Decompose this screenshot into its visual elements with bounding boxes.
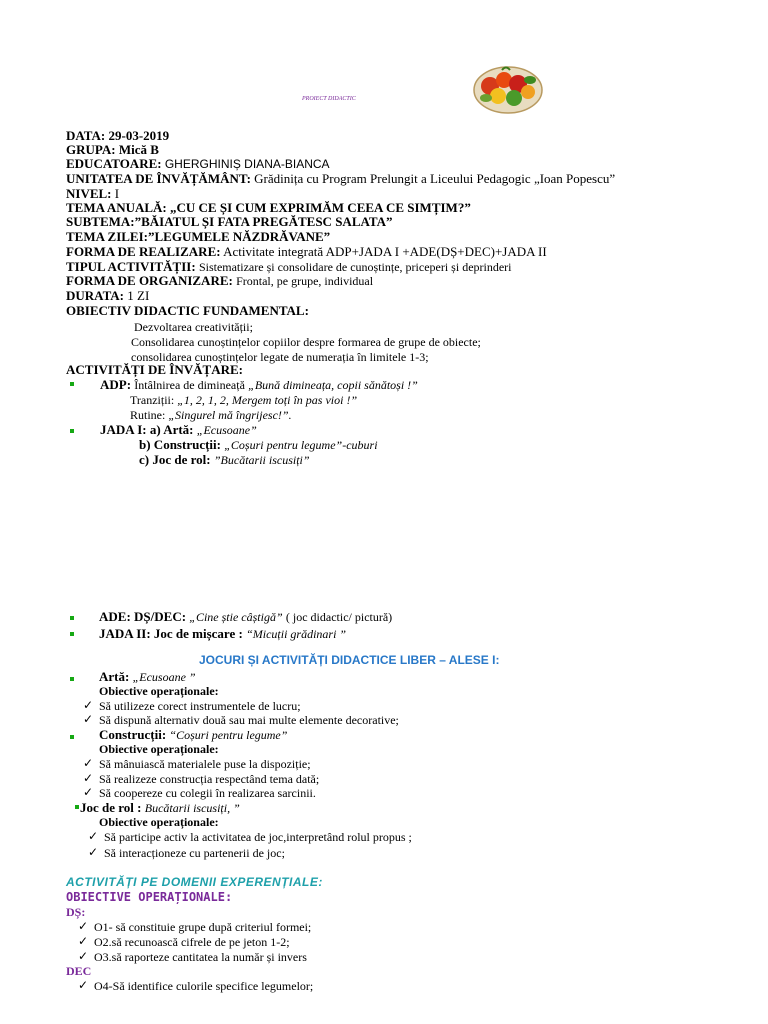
check-icon: ✓ (88, 845, 99, 859)
constructii-label: b) Construcții: (139, 437, 221, 452)
check-icon: ✓ (88, 829, 99, 843)
joc-value: Bucătarii iscusiți, ” (144, 801, 240, 815)
group-label: GRUPA: (66, 142, 116, 157)
joc-item-2: Să interacționeze cu partenerii de joc; (104, 846, 285, 860)
rutine-label: Rutine: (130, 408, 166, 422)
group-line (66, 142, 159, 157)
teacher-label: EDUCATOARE: (66, 156, 162, 171)
check-icon: ✓ (78, 934, 89, 948)
jada1-line (100, 422, 257, 437)
joc-label: Joc de rol : (80, 800, 142, 815)
duration-line (66, 288, 149, 303)
duration-label: DURATA: (66, 288, 125, 303)
check-icon: ✓ (83, 712, 94, 726)
joc-rol-line (139, 452, 310, 467)
objective-line-2: Consolidarea cunoștințelor copiilor despre formarea de grupe de obiecte; (131, 335, 481, 349)
constructii-item-1: Să mânuiască materialele puse la dispoziție; (99, 757, 311, 771)
ade-rest: ( joc didactic/ pictură) (285, 610, 393, 624)
check-icon: ✓ (83, 771, 94, 785)
constructii-item-2: Să realizeze construcția respectând tema dată; (99, 772, 320, 786)
type-value: Sistematizare și consolidare de cunoștințe, priceperi și deprinderi (198, 260, 512, 274)
annual-theme: TEMA ANUALĂ: „CU CE ȘI CUM EXPRIMĂM CEEA CE SIMȚIM?” (66, 200, 471, 215)
ds-item-3: O3.să raporteze cantitatea la număr și invers (94, 950, 307, 964)
arta-label: Artă: (99, 669, 130, 684)
arta-line (99, 669, 196, 684)
arta-objectives-label: Obiective operaționale: (99, 684, 219, 698)
objective-line-1: Dezvoltarea creativității; (134, 320, 253, 334)
check-icon: ✓ (78, 919, 89, 933)
check-icon: ✓ (83, 756, 94, 770)
ade-italic: „Cine știe câștigă” (189, 610, 283, 624)
adp-text: Întâlnirea de dimineață (134, 378, 245, 392)
joc-objectives-label: Obiective operaționale: (99, 815, 219, 829)
vegetable-basket-image (472, 64, 544, 114)
arta-item-2: Să dispună alternativ două sau mai multe elemente decorative; (99, 713, 399, 727)
objectives-heading: OBIECTIVE OPERAȚIONALE: (66, 890, 233, 904)
level-line (66, 186, 119, 201)
free-games-heading: JOCURI ȘI ACTIVITĂȚI DIDACTICE LIBER – ALESE I: (199, 653, 500, 667)
form-line (66, 244, 547, 259)
check-icon: ✓ (83, 785, 94, 799)
bullet-ade (70, 616, 74, 620)
type-line (66, 259, 512, 274)
jada2-value: “Micuții grădinari ” (246, 627, 347, 641)
adp-italic: „Bună dimineața, copii sănătoși !” (248, 378, 418, 392)
arta-item-1: Să utilizeze corect instrumentele de lucru; (99, 699, 301, 713)
day-theme: TEMA ZILEI:”LEGUMELE NĂZDRĂVANE” (66, 229, 331, 244)
subtheme: SUBTEMA:”BĂIATUL ȘI FATA PREGĂTESC SALATA” (66, 214, 393, 229)
type-label: TIPUL ACTIVITĂȚII: (66, 259, 196, 274)
level-label: NIVEL: (66, 186, 112, 201)
free-constructii-line (99, 727, 287, 742)
form-value: Activitate integrată ADP+JADA I +ADE(DȘ+DEC)+JADA II (223, 244, 547, 259)
bullet-joc (75, 805, 79, 809)
jada1-label: JADA I: a) Artă: (100, 422, 194, 437)
objective-line-3: consolidarea cunoștințelor legate de numerația în limitele 1-3; (131, 350, 429, 364)
project-title: PROIECT DIDACTIC (302, 96, 356, 102)
bullet-arta (70, 677, 74, 681)
ds-label: DȘ: (66, 905, 86, 919)
date-line: DATA: 29-03-2019 (66, 128, 170, 143)
dec-item-1: O4-Să identifice culorile specifice legumelor; (94, 979, 314, 993)
ds-item-2: O2.să recunoască cifrele de pe jeton 1-2; (94, 935, 290, 949)
bullet-adp (70, 382, 74, 386)
rutine-line (130, 408, 292, 422)
teacher-value: GHERGHINIȘ DIANA-BIANCA (164, 157, 330, 171)
constructii-value: „Coșuri pentru legume”-cuburi (224, 438, 378, 452)
constructii-line (139, 437, 378, 452)
joc-item-1: Să participe activ la activitatea de joc,interpretând rolul propus ; (104, 830, 412, 844)
jada2-line (99, 626, 346, 641)
org-line (66, 273, 373, 288)
rutine-value: „Singurel mă îngrijesc!”. (168, 408, 292, 422)
jada1-value: „Ecusoane” (196, 423, 257, 437)
activities-heading: ACTIVITĂȚI DE ÎNVĂȚARE: (66, 362, 243, 377)
constructii-objectives-label: Obiective operaționale: (99, 742, 219, 756)
unit-value: Grădinița cu Program Prelungit a Liceului Pedagogic „Ioan Popescu” (254, 171, 616, 186)
ade-line (99, 609, 392, 624)
free-constructii-value: “Coșuri pentru legume” (169, 728, 288, 742)
tranzitii-label: Tranziții: (130, 393, 175, 407)
joc-rol-label: c) Joc de rol: (139, 452, 211, 467)
teacher-line (66, 156, 330, 172)
unit-label: UNITATEA DE ÎNVĂȚĂMÂNT: (66, 171, 251, 186)
group-value: Mică B (118, 142, 159, 157)
arta-value: „Ecusoane ” (132, 670, 196, 684)
jada2-label: JADA II: Joc de mișcare : (99, 626, 243, 641)
duration-value: 1 ZI (127, 288, 150, 303)
bullet-jada2 (70, 632, 74, 636)
bullet-constructii (70, 735, 74, 739)
form-label: FORMA DE REALIZARE: (66, 244, 221, 259)
ds-item-1: O1- să constituie grupe după criteriul formei; (94, 920, 312, 934)
org-value: Frontal, pe grupe, individual (236, 274, 374, 288)
unit-line (66, 171, 615, 186)
joc-line (80, 800, 240, 815)
check-icon: ✓ (78, 978, 89, 992)
adp-line (100, 377, 418, 392)
check-icon: ✓ (78, 949, 89, 963)
objective-heading: OBIECTIV DIDACTIC FUNDAMENTAL: (66, 303, 309, 318)
joc-rol-value: ”Bucătarii iscusiți” (213, 453, 310, 467)
ade-label: ADE: DȘ/DEC: (99, 609, 187, 624)
adp-label: ADP: (100, 377, 132, 392)
constructii-item-3: Să coopereze cu colegii în realizarea sarcinii. (99, 786, 316, 800)
bullet-jada1 (70, 429, 74, 433)
org-label: FORMA DE ORGANIZARE: (66, 273, 233, 288)
tranzitii-value: „1, 2, 1, 2, Mergem toți în pas vioi !” (177, 393, 358, 407)
tranzitii-line (130, 393, 357, 407)
domains-heading: ACTIVITĂȚI PE DOMENII EXPERENȚIALE: (66, 875, 323, 889)
check-icon: ✓ (83, 698, 94, 712)
dec-label: DEC (66, 964, 92, 978)
level-value: I (114, 186, 120, 201)
free-constructii-label: Construcții: (99, 727, 167, 742)
